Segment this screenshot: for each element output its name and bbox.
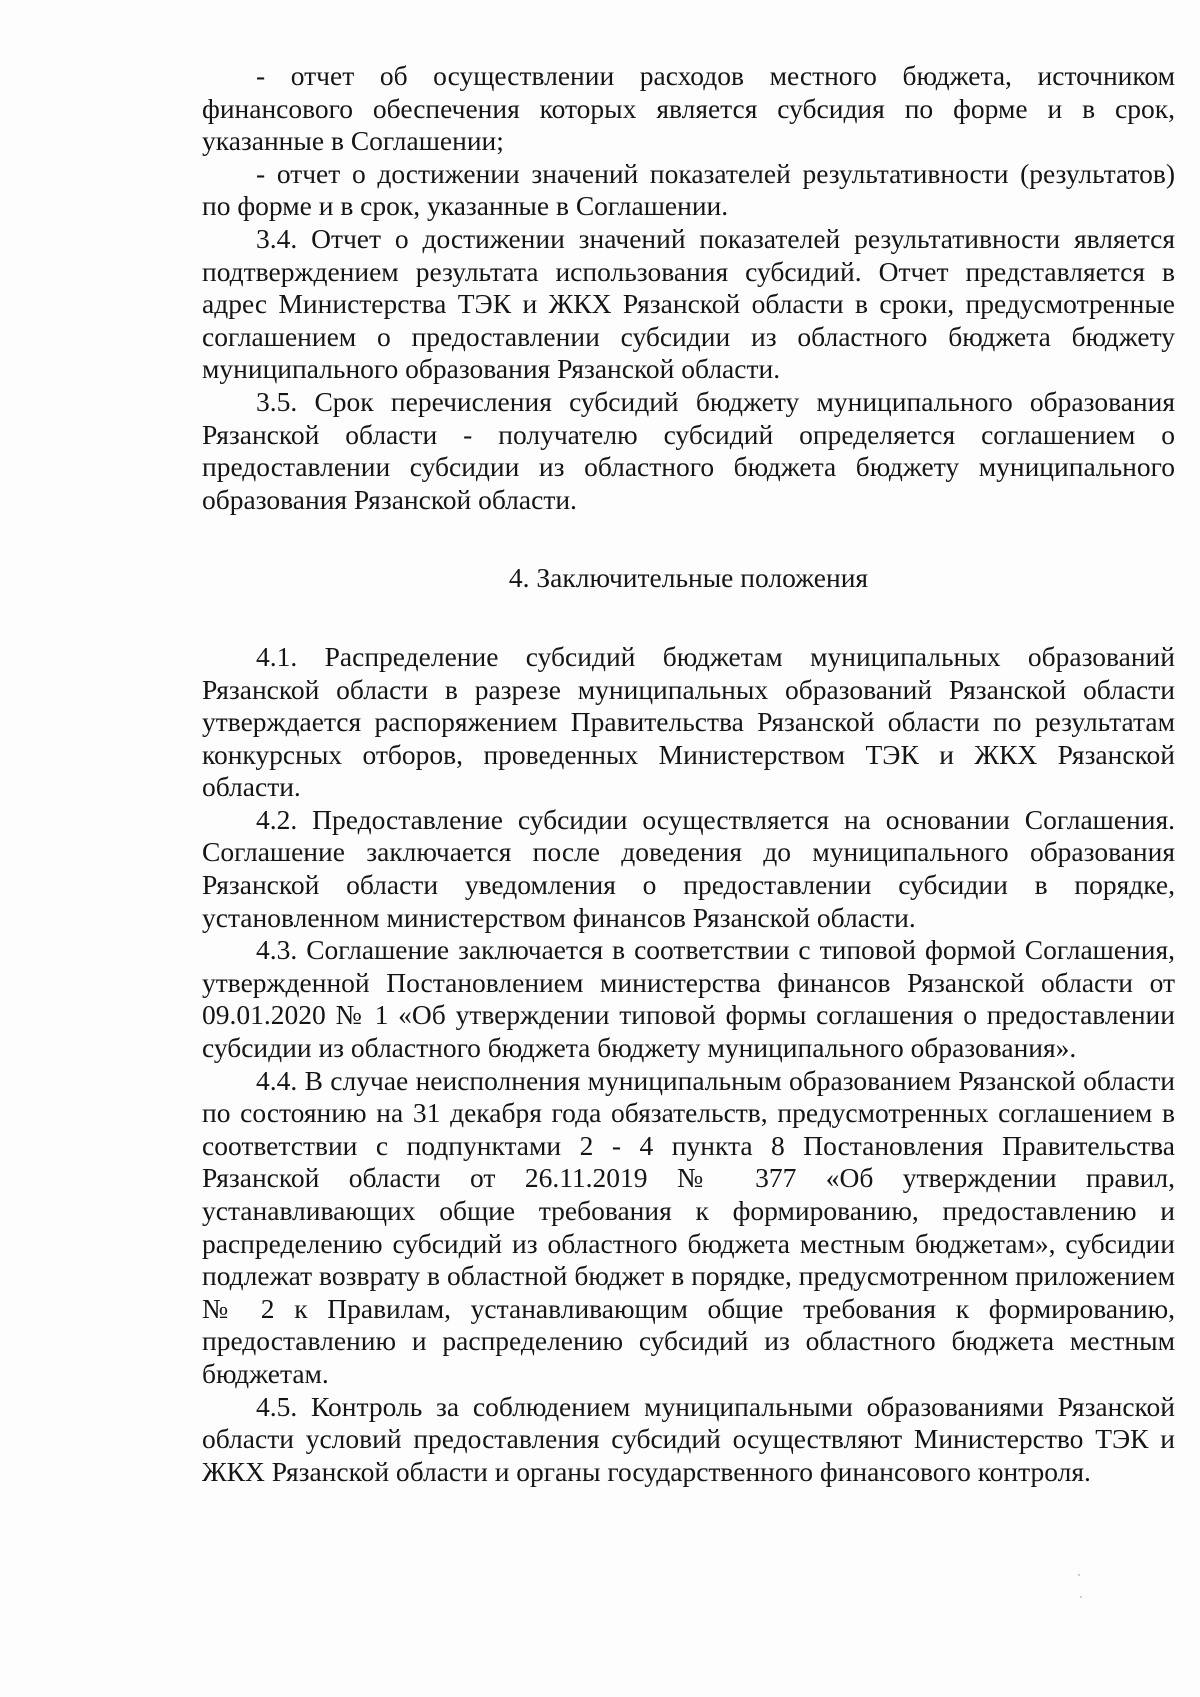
paragraph-4-5: 4.5. Контроль за соблюдением муниципальными образованиями Рязанской области условий предоставления субсидий осуществляют Министерство ТЭК и ЖКХ Рязанской области и органы государственного финансового контроля. xyxy=(202,1390,1175,1487)
paragraph-4-1: 4.1. Распределение субсидий бюджетам муниципальных образований Рязанской области в разрезе муниципальных образований Рязанской области утверждается распоряжением Правительства Рязанской области по результатам конкурсных отборов, проведенных Министерством ТЭК и ЖКХ Рязанской области. xyxy=(202,640,1175,803)
scan-speck xyxy=(1078,1574,1080,1576)
paragraph-report-expenses: - отчет об осуществлении расходов местного бюджета, источником финансового обеспечения которых является субсидия по форме и в срок, указанные в Соглашении; xyxy=(202,60,1175,157)
paragraph-4-3: 4.3. Соглашение заключается в соответствии с типовой формой Соглашения, утвержденной Постановлением министерства финансов Рязанской области от 09.01.2020 № 1 «Об утверждении типовой формы соглашения о предоставлении субсидии из областного бюджета бюджету муниципального образования». xyxy=(202,934,1175,1064)
scan-speck xyxy=(1080,1596,1082,1598)
paragraph-3-4: 3.4. Отчет о достижении значений показателей результативности является подтверждением результата использования субсидий. Отчет представляется в адрес Министерства ТЭК и ЖКХ Рязанской области в сроки, предусмотренные соглашением о предоставлении субсидии из областного бюджета бюджету муниципального образования Рязанской области. xyxy=(202,222,1175,385)
paragraph-4-4: 4.4. В случае неисполнения муниципальным образованием Рязанской области по состоянию на 31 декабря года обязательств, предусмотренных соглашением в соответствии с подпунктами 2 - 4 пункта 8 Постановления Правительства Рязанской области от 26.11.2019 № 377 «Об утверждении правил, устанавливающих общие требования к формированию, предоставлению и распределению субсидий из областного бюджета местным бюджетам», субсидии подлежат возврату в областной бюджет в порядке, предусмотренном приложением № 2 к Правилам, устанавливающим общие требования к формированию, предоставлению и распределению субсидий из областного бюджета местным бюджетам. xyxy=(202,1064,1175,1389)
paragraph-4-2: 4.2. Предоставление субсидии осуществляется на основании Соглашения. Соглашение заключается после доведения до муниципального образования Рязанской области уведомления о предоставлении субсидии в порядке, установленном министерством финансов Рязанской области. xyxy=(202,803,1175,933)
document-body xyxy=(202,60,1175,1488)
section-heading: 4. Заключительные положения xyxy=(508,562,869,594)
paragraph-3-5: 3.5. Срок перечисления субсидий бюджету муниципального образования Рязанской области - получателю субсидий определяется соглашением о предоставлении субсидии из областного бюджета бюджету муниципального образования Рязанской области. xyxy=(202,385,1175,515)
paragraph-report-indicators: - отчет о достижении значений показателей результативности (результатов) по форме и в срок, указанные в Соглашении. xyxy=(202,157,1175,222)
